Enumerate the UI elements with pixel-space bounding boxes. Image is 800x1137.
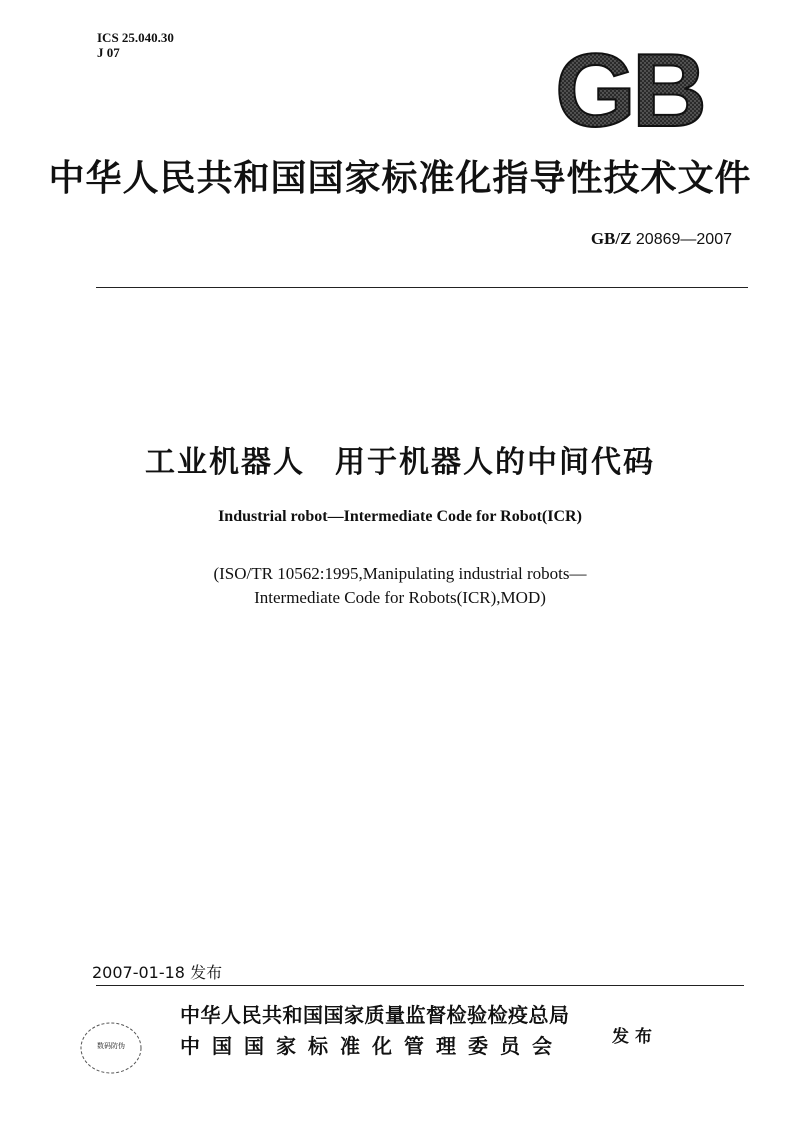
adoption-line-2: Intermediate Code for Robots(ICR),MOD)	[254, 588, 546, 607]
issuer-line-1: 中华人民共和国国家质量监督检验检疫总局	[180, 1003, 570, 1027]
title-chinese	[0, 437, 800, 481]
standard-code: 20869—2007	[635, 231, 732, 248]
adoption-note	[0, 562, 800, 610]
seal-label: 数码防伪	[97, 1042, 125, 1050]
standard-prefix: GB/Z	[590, 229, 632, 248]
footer-divider	[96, 985, 744, 986]
issuer-line-2: 中国国家标准化管理委员会	[180, 1034, 564, 1058]
classification-codes	[97, 30, 174, 60]
title-cn-part1: 工业机器人	[145, 445, 305, 480]
title-english: Industrial robot—Intermediate Code for Robot(ICR)	[218, 508, 582, 525]
issue-date: 2007-01-18 发布	[92, 963, 223, 982]
issue-label: 发布	[612, 1027, 658, 1047]
adoption-line-1: (ISO/TR 10562:1995,Manipulating industrial robots—	[213, 564, 587, 583]
gb-logo	[548, 46, 710, 136]
header-divider	[96, 287, 748, 288]
ics-code: ICS 25.040.30	[97, 30, 174, 45]
gb-logo-text: GB	[555, 46, 703, 136]
standard-number	[591, 229, 732, 249]
title-cn-part2: 用于机器人的中间代码	[335, 445, 655, 480]
document-type-heading: 中华人民共和国国家标准化指导性技术文件	[48, 158, 752, 199]
ccs-code: J 07	[97, 45, 120, 60]
